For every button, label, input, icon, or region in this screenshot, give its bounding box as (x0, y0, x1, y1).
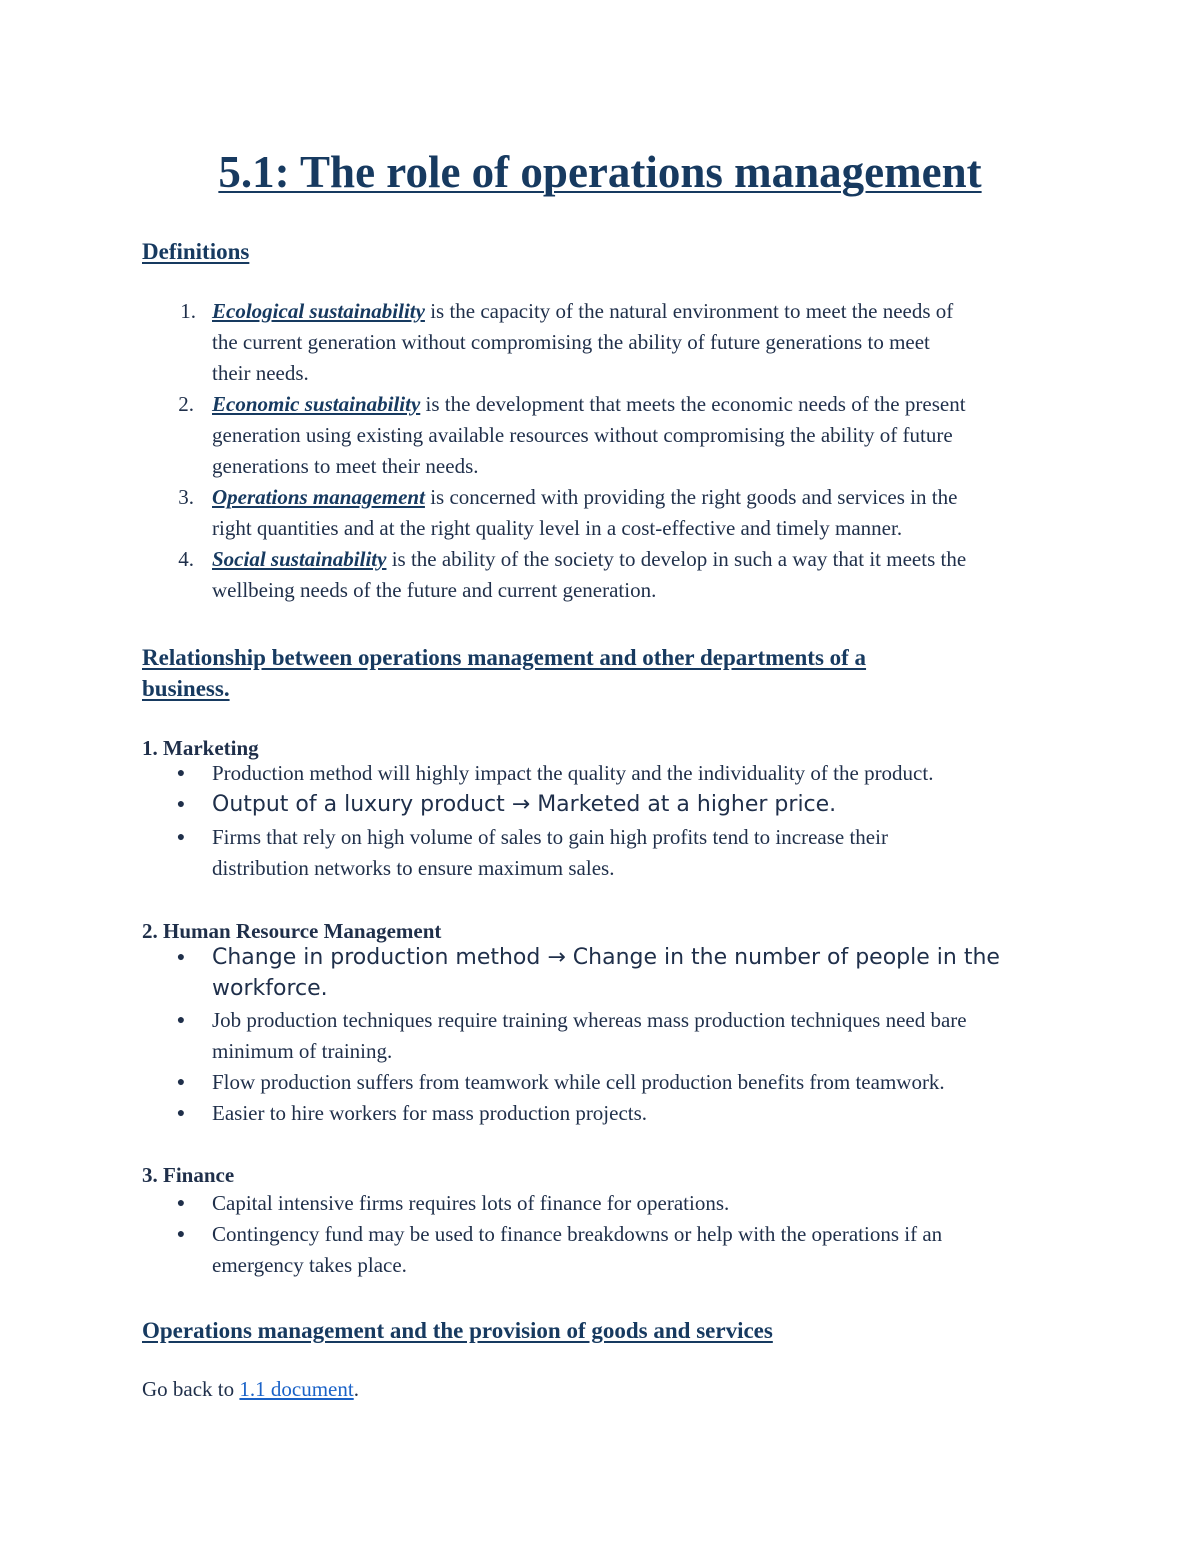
bullet-icon: ● (176, 1013, 186, 1028)
bullet-icon: ● (176, 797, 186, 812)
page-title: 5.1: The role of operations management (218, 147, 982, 197)
bullet-text: emergency takes place. (212, 1253, 407, 1277)
bullet-text: distribution networks to ensure maximum sales. (212, 856, 615, 880)
hrm-heading: 2. Human Resource Management (142, 919, 442, 943)
definition-text: generation using existing available resources without compromising the ability of future (212, 423, 953, 447)
bullet-icon: ● (176, 1196, 186, 1211)
marketing-heading: 1. Marketing (142, 736, 259, 760)
definition-term: Operations management (212, 485, 425, 509)
bullet-text: Contingency fund may be used to finance breakdowns or help with the operations if an (212, 1222, 943, 1246)
list-number: 3. (178, 485, 194, 509)
bullet-text: Easier to hire workers for mass production projects. (212, 1101, 648, 1125)
back-link-suffix: . (353, 1377, 359, 1401)
bullet-text: workforce. (212, 976, 328, 1001)
finance-heading: 3. Finance (142, 1163, 235, 1187)
definition-text: is the development that meets the economic needs of the present (420, 392, 966, 416)
definition-text: is the capacity of the natural environment to meet the needs of (424, 299, 954, 323)
bullet-text: Output of a luxury product → Marketed at a higher price. (212, 792, 837, 817)
bullet-icon: ● (176, 766, 186, 781)
definitions-heading: Definitions (142, 239, 250, 264)
bullet-text: Production method will highly impact the quality and the individuality of the product. (212, 761, 934, 785)
bullet-text: Capital intensive firms requires lots of finance for operations. (212, 1191, 730, 1215)
bullet-text: Flow production suffers from teamwork while cell production benefits from teamwork. (212, 1070, 945, 1094)
definition-text: generations to meet their needs. (212, 454, 479, 478)
definition-term: Economic sustainability (212, 392, 421, 416)
definition-text: is the ability of the society to develop in such a way that it meets the (386, 547, 967, 571)
definition-text: is concerned with providing the right goods and services in the (424, 485, 958, 509)
bullet-icon: ● (176, 1106, 186, 1121)
relationship-heading-cont: business. (142, 676, 230, 701)
definition-text: the current generation without compromising the ability of future generations to meet (212, 330, 930, 354)
bullet-text: Job production techniques require training whereas mass production techniques need bare (212, 1008, 967, 1032)
bullet-text: minimum of training. (212, 1039, 393, 1063)
back-link-prefix: Go back to (142, 1377, 240, 1401)
definition-term: Social sustainability (212, 547, 387, 571)
bullet-icon: ● (176, 1075, 186, 1090)
list-number: 4. (178, 547, 194, 571)
definition-term: Ecological sustainability (212, 299, 425, 323)
bullet-text: Firms that rely on high volume of sales to gain high profits tend to increase their (212, 825, 888, 849)
document-link[interactable]: 1.1 document (239, 1377, 354, 1401)
bullet-icon: ● (176, 1227, 186, 1242)
definition-text: wellbeing needs of the future and current generation. (212, 578, 657, 602)
relationship-heading: Relationship between operations management and other departments of a (142, 645, 867, 670)
provision-heading: Operations management and the provision of goods and services (142, 1318, 773, 1343)
bullet-icon: ● (176, 830, 186, 845)
definition-text: their needs. (212, 361, 309, 385)
bullet-text: Change in production method → Change in the number of people in the (212, 945, 1000, 970)
bullet-icon: ● (176, 950, 186, 965)
list-number: 1. (180, 299, 196, 323)
definition-text: right quantities and at the right quality level in a cost-effective and timely manner. (212, 516, 903, 540)
list-number: 2. (178, 392, 194, 416)
